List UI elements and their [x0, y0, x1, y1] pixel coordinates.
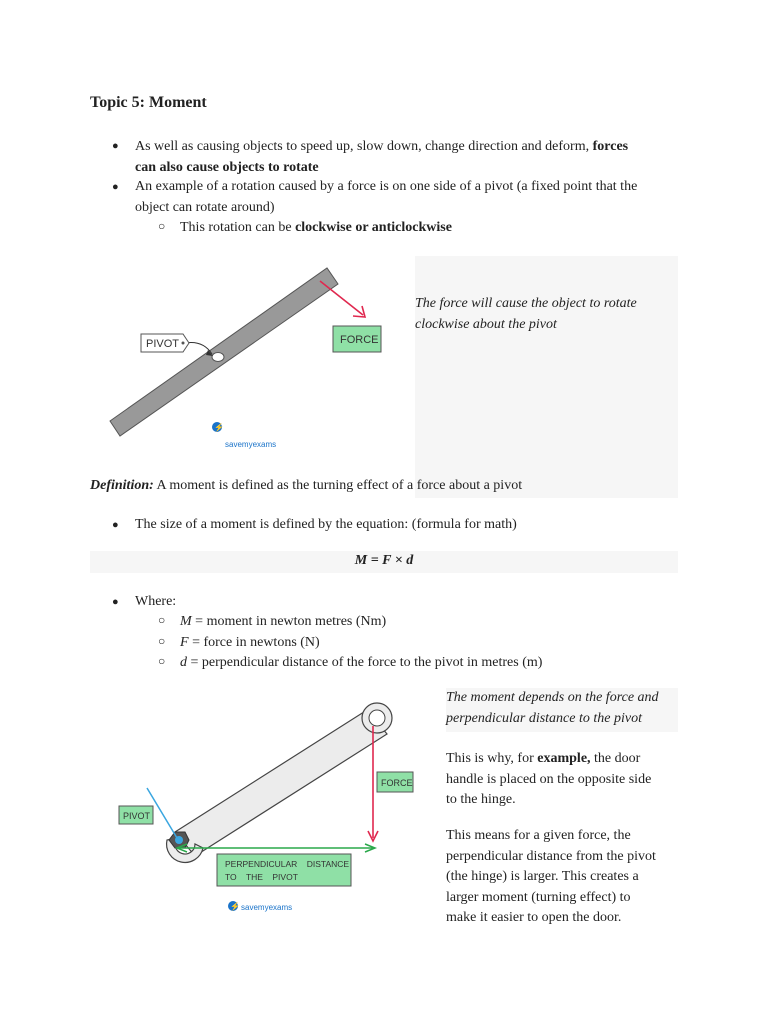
rotation-diagram [105, 258, 405, 458]
bullet-2-subitem: This rotation can be clockwise or anticlockwise [180, 220, 452, 235]
bullet-dot-icon: ● [112, 596, 119, 608]
where-label: Where: [135, 594, 177, 609]
door-handle-paragraph: This is why, for example, the door handle is placed on the opposite side to the hinge. [446, 751, 652, 807]
bullet-1-text: As well as causing objects to speed up, slow down, change direction and deform, forces can also cause objects to rotate [135, 139, 629, 175]
figure-2-note: The moment depends on the force and perpendicular distance to the pivot [446, 690, 659, 726]
hollow-circle-icon: ○ [158, 613, 166, 627]
bullet-dot-icon: ● [112, 140, 119, 152]
hollow-circle-icon: ○ [158, 654, 166, 668]
bullet-dot-icon: ● [112, 519, 119, 531]
definition-text: Definition: A moment is defined as the turning effect of a force about a pivot [90, 478, 523, 493]
hollow-circle-icon: ○ [158, 219, 166, 233]
page-title: Topic 5: Moment [90, 94, 207, 111]
where-item-force: F = force in newtons (N) [180, 635, 320, 650]
bullet-2-text: An example of a rotation caused by a force is on one side of a pivot (a fixed point that the object can rotate around) [135, 179, 638, 215]
pivot-label: PIVOT [146, 338, 180, 350]
savemyexams-logo: savemyexams [225, 440, 277, 449]
force-label: FORCE [381, 778, 413, 788]
figure-1-note: The force will cause the object to rotate clockwise about the pivot [415, 296, 637, 332]
bullet-dot-icon: ● [112, 181, 119, 193]
distance-label-line-1: PERPENDICULAR DISTANCE [225, 859, 350, 869]
spanner-diagram [105, 690, 415, 920]
figure-1-note-box [415, 256, 678, 498]
distance-label-line-2: TO THE PIVOT [225, 872, 298, 882]
hollow-circle-icon: ○ [158, 634, 166, 648]
lightning-logo-icon: ⚡ [230, 902, 240, 911]
perpendicular-distance-paragraph: This means for a given force, the perpendicular distance from the pivot (the hinge) is larger. This creates a larger moment (turning effect) to make it easier to open the door. [446, 828, 656, 925]
where-item-moment: M = moment in newton metres (Nm) [180, 614, 387, 629]
equation: M = F × d [354, 553, 414, 568]
force-label: FORCE [340, 334, 379, 346]
bullet-3-text: The size of a moment is defined by the equation: (formula for math) [135, 517, 517, 532]
lightning-logo-icon: ⚡ [214, 423, 224, 432]
pivot-label: PIVOT [123, 811, 151, 821]
where-item-distance: d = perpendicular distance of the force to the pivot in metres (m) [180, 655, 543, 670]
savemyexams-logo: savemyexams [241, 903, 293, 912]
